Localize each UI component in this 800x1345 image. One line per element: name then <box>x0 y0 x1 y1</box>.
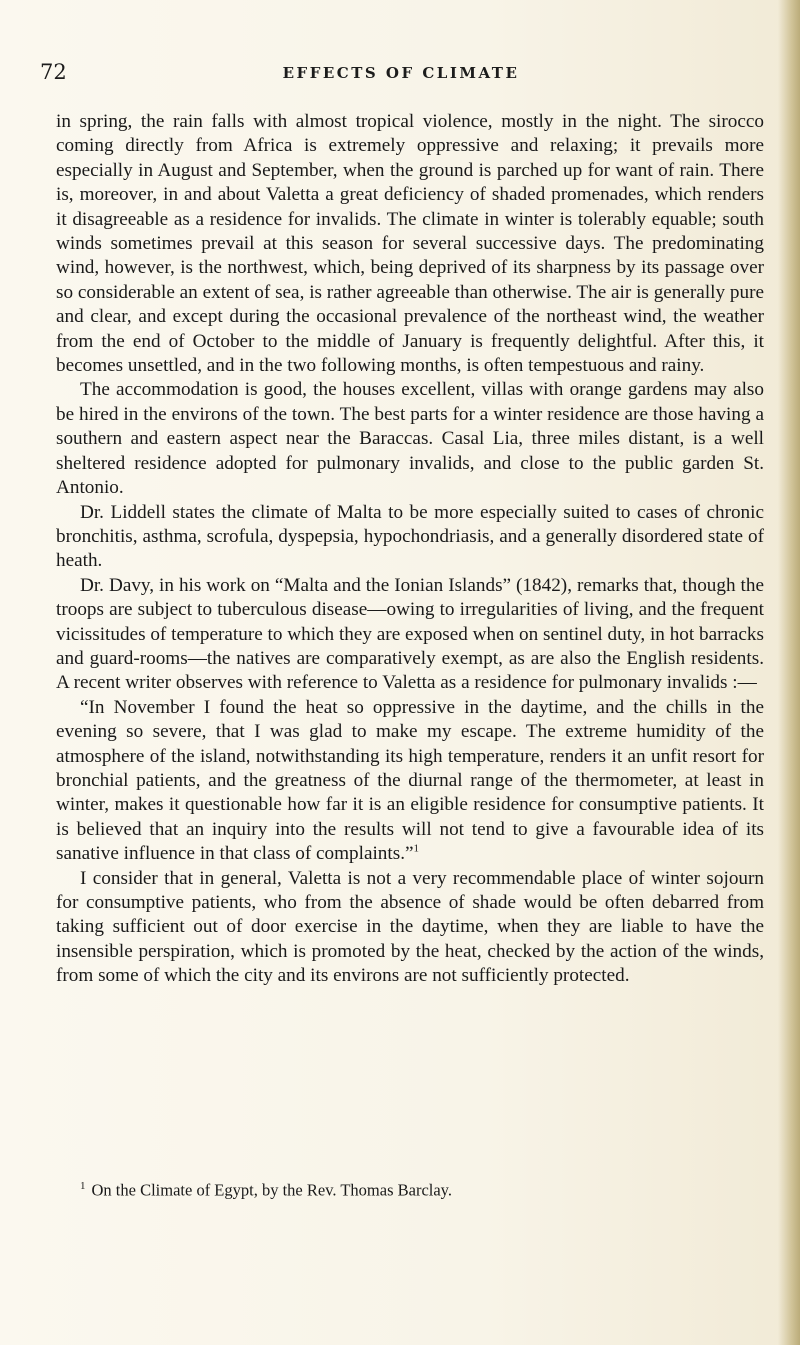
footnote-mark: 1 <box>80 1180 86 1192</box>
quotation-text: “In November I found the heat so oppressive in the daytime, and the chills in the evening so severe, that I was glad to make my escape. The extreme humidity of the atmosphere of the island, notwithstanding its high temperature, renders it an unfit resort for bronchial patients, and the greatness of the diurnal range of the thermometer, at least in winter, makes it questionable how far it is an eligible residence for consumptive patients. It is believed that an inquiry into the results will not tend to give a favourable idea of its sanative influence in that class of complaints.” <box>56 696 764 865</box>
running-head: EFFECTS OF CLIMATE <box>282 64 520 82</box>
footnote-text: On the Climate of Egypt, by the Rev. Thomas Barclay. <box>91 1180 452 1200</box>
paragraph: Dr. Davy, in his work on “Malta and the Ionian Islands” (1842), remarks that, though the troops are subject to tuberculous disease—owing to irregularities of living, and the frequent vicissitudes of temperature to which they are exposed when on sentinel duty, in hot barracks and guard-rooms—the natives are comparatively exempt, as are also the English residents. A recent writer observes with reference to Valetta as a residence for pulmonary invalids :— <box>56 574 764 694</box>
paragraph: in spring, the rain falls with almost tropical violence, mostly in the night. The sirocco coming directly from Africa is extremely oppressive and relaxing; it prevails more especially in August and September, when the ground is parched up for want of rain. There is, moreover, in and about Valetta a great deficiency of shaded promenades, which renders it disagreeable as a residence for invalids. The climate in winter is tolerably equable; south winds sometimes prevail at this season for several successive days. The predominating wind, however, is the northwest, which, being deprived of its sharpness by its passage over so considerable an extent of sea, is rather agreeable than otherwise. The air is generally pure and clear, and except during the occasional prevalence of the northeast wind, the weather from the end of October to the middle of January is frequently delightful. After this, it becomes unsettled, and in the two following months, is often tempestuous and rainy. <box>56 111 764 377</box>
paragraph: The accommodation is good, the houses excellent, villas with orange gardens may also be hired in the environs of the town. The best parts for a winter residence are those having a southern and eastern aspect near the Baraccas. Casal Lia, three miles distant, is a well sheltered residence adopted for pulmonary invalids, and close to the public garden St. Antonio. <box>56 379 764 499</box>
paragraph: Dr. Liddell states the climate of Malta to be more especially suited to cases of chronic bronchitis, asthma, scrofula, dyspepsia, hypochondriasis, and a generally disordered state of heath. <box>56 501 764 572</box>
footnote-reference: 1 <box>413 842 420 855</box>
page-edge-shadow <box>778 0 800 1345</box>
body-text <box>56 110 764 989</box>
paragraph: I consider that in general, Valetta is not a very recommendable place of winter sojourn for consumptive patients, who from the absence of shade would be often debarred from taking sufficient out of door exercise in the daytime, when they are liable to have the insensible perspiration, which is promoted by the heat, checked by the action of the winds, from some of which the city and its environs are not sufficiently protected. <box>56 867 764 987</box>
page-header <box>40 60 762 90</box>
footnote <box>80 1176 764 1201</box>
quotation-paragraph <box>56 696 764 867</box>
page-number: 72 <box>40 60 67 84</box>
